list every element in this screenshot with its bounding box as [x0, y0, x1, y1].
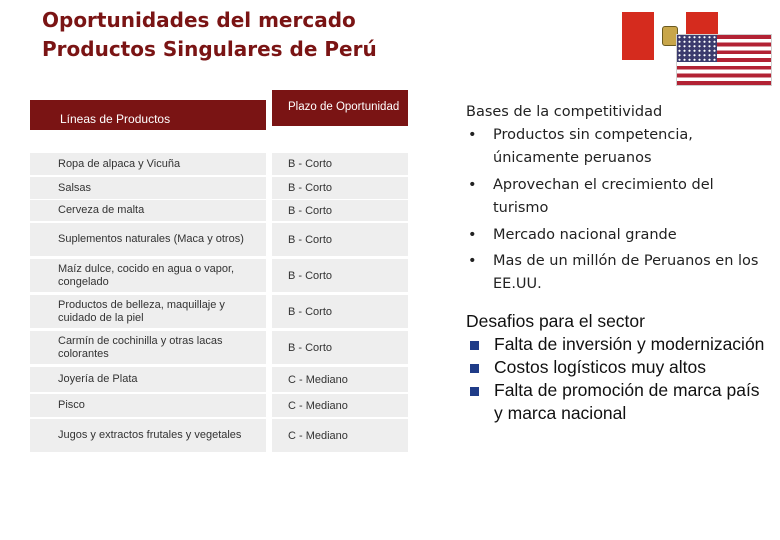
list-item-text: Falta de inversión y modernización	[494, 334, 765, 354]
term-cell: C - Mediano	[272, 367, 408, 392]
list-item	[466, 224, 771, 247]
usa-flag-icon	[676, 34, 772, 86]
square-bullet-icon	[470, 341, 479, 350]
competitiveness-heading: Bases de la competitividad	[466, 104, 663, 120]
competitiveness-section	[466, 100, 771, 296]
product-cell: Suplementos naturales (Maca y otros)	[30, 223, 266, 256]
table-row	[30, 177, 408, 199]
term-cell: B - Corto	[272, 153, 408, 175]
table-header-products: Líneas de Productos	[30, 100, 266, 130]
challenges-section	[466, 309, 766, 425]
table-row	[30, 259, 408, 292]
slide-title	[42, 6, 377, 64]
challenges-heading: Desafios para el sector	[466, 311, 645, 331]
table-row	[30, 200, 408, 221]
list-item-text: Productos sin competencia, únicamente peruanos	[493, 127, 693, 166]
term-cell: C - Mediano	[272, 394, 408, 417]
table-row	[30, 153, 408, 175]
bullet-icon: •	[468, 177, 477, 193]
term-cell: B - Corto	[272, 223, 408, 256]
table-header-term: Plazo de Oportunidad	[272, 90, 408, 126]
list-item	[466, 333, 766, 356]
list-item-text: Costos logísticos muy altos	[494, 357, 707, 377]
list-item	[466, 174, 771, 220]
title-line-2: Productos Singulares de Perú	[42, 37, 377, 61]
table-row	[30, 223, 408, 256]
list-item-text: Aprovechan el crecimiento del turismo	[493, 177, 714, 216]
list-item	[466, 124, 771, 170]
product-cell: Maíz dulce, cocido en agua o vapor, congelado	[30, 259, 266, 292]
bullet-icon: •	[468, 127, 477, 143]
list-item	[466, 250, 771, 296]
product-cell: Carmín de cochinilla y otras lacas colorantes	[30, 331, 266, 364]
product-cell: Ropa de alpaca y Vicuña	[30, 153, 266, 175]
table-row	[30, 394, 408, 417]
product-cell: Pisco	[30, 394, 266, 417]
list-item-text: Mercado nacional grande	[493, 227, 677, 243]
square-bullet-icon	[470, 364, 479, 373]
list-item-text: Mas de un millón de Peruanos en los EE.UU.	[493, 253, 759, 292]
product-cell: Joyería de Plata	[30, 367, 266, 392]
term-cell: B - Corto	[272, 200, 408, 221]
list-item	[466, 356, 766, 379]
product-cell: Salsas	[30, 177, 266, 199]
term-cell: B - Corto	[272, 259, 408, 292]
table-row	[30, 331, 408, 364]
table-row	[30, 295, 408, 328]
term-cell: B - Corto	[272, 331, 408, 364]
product-cell: Productos de belleza, maquillaje y cuidado de la piel	[30, 295, 266, 328]
bullet-icon: •	[468, 253, 477, 269]
term-cell: B - Corto	[272, 295, 408, 328]
table-row	[30, 419, 408, 452]
usa-flag-stars	[677, 35, 717, 62]
table-row	[30, 367, 408, 392]
term-cell: B - Corto	[272, 177, 408, 199]
title-line-1: Oportunidades del mercado	[42, 8, 356, 32]
product-cell: Cerveza de malta	[30, 200, 266, 221]
square-bullet-icon	[470, 387, 479, 396]
bullet-icon: •	[468, 227, 477, 243]
product-cell: Jugos y extractos frutales y vegetales	[30, 419, 266, 452]
list-item-text: Falta de promoción de marca país y marca nacional	[494, 380, 760, 423]
list-item	[466, 379, 766, 425]
term-cell: C - Mediano	[272, 419, 408, 452]
